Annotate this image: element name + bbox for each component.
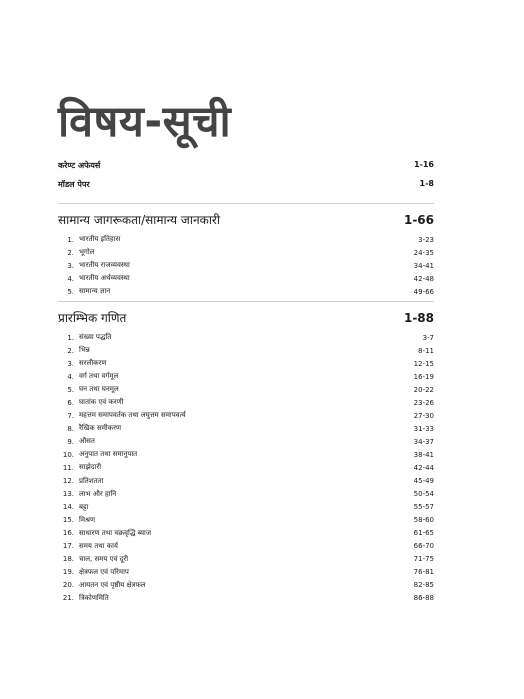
toc-item [58, 448, 434, 461]
toc-item-title: सरलीकरण [79, 359, 107, 368]
toc-item-title: भिन्न [79, 346, 90, 355]
toc-item-title: चाल, समय एवं दूरी [79, 554, 129, 563]
toc-item-pages: 3-7 [422, 333, 434, 342]
top-entry [58, 179, 434, 198]
section-title: सामान्य जागरूकता/सामान्य जानकारी [58, 213, 220, 227]
toc-item-pages: 24-35 [413, 248, 434, 257]
section-heading [58, 309, 434, 331]
toc-item-number: 2. [67, 248, 74, 257]
toc-item-number: 9. [67, 437, 74, 446]
section-elementary-math [58, 301, 434, 605]
toc-item-number: 21. [62, 594, 74, 603]
toc-item-title: घन तथा घनमूल [79, 385, 119, 394]
toc-item-number: 10. [62, 450, 74, 459]
toc-item-title: भूगोल [79, 248, 95, 257]
toc-item [58, 514, 434, 527]
toc-item [58, 259, 434, 272]
toc-item [58, 579, 434, 592]
toc-item-pages: 31-33 [413, 424, 434, 433]
toc-item-title: बट्टा [79, 502, 89, 511]
toc-item [58, 233, 434, 246]
toc-item [58, 435, 434, 448]
toc-item-pages: 3-23 [418, 235, 434, 244]
section-items [58, 331, 434, 605]
section-general-awareness [58, 203, 434, 298]
toc-item-pages: 66-70 [413, 542, 434, 551]
section-page-range: 1-66 [403, 213, 434, 227]
toc-item-pages: 86-88 [413, 594, 434, 603]
toc-item [58, 553, 434, 566]
toc-item-title: साधारण तथा चक्रवृद्धि ब्याज [79, 528, 152, 537]
toc-item-number: 2. [67, 346, 74, 355]
toc-item-title: वर्ग तथा वर्गमूल [79, 372, 119, 381]
toc-item-title: साझेदारी [79, 463, 102, 472]
toc-item-title: भारतीय राजव्यवस्था [79, 261, 130, 270]
toc-item [58, 501, 434, 514]
toc-item-pages: 38-41 [413, 450, 434, 459]
toc-item-pages: 58-60 [413, 516, 434, 525]
toc-item-number: 18. [62, 555, 74, 564]
toc-item-pages: 55-57 [413, 503, 434, 512]
toc-item [58, 527, 434, 540]
toc-item-title: रैखिक समीकरण [79, 424, 122, 433]
toc-item-title: मिश्रण [79, 515, 96, 524]
toc-item-pages: 42-44 [413, 463, 434, 472]
toc-item-number: 5. [67, 385, 74, 394]
toc-item-title: भारतीय इतिहास [79, 235, 121, 244]
top-entry [58, 160, 434, 179]
toc-item-pages: 82-85 [413, 581, 434, 590]
page-title: विषय-सूची [58, 97, 232, 147]
toc-item-number: 14. [62, 503, 74, 512]
toc-item [58, 285, 434, 298]
toc-item-pages: 27-30 [413, 411, 434, 420]
toc-item [58, 370, 434, 383]
toc-item-number: 20. [62, 581, 74, 590]
toc-item-pages: 8-11 [418, 346, 434, 355]
top-entry-label: करेण्ट अफेयर्स [58, 161, 101, 170]
toc-item [58, 272, 434, 285]
toc-item-pages: 61-65 [413, 529, 434, 538]
section-page-range: 1-88 [403, 311, 434, 325]
toc-item-title: भारतीय अर्थव्यवस्था [79, 274, 130, 283]
toc-item-pages: 20-22 [413, 385, 434, 394]
toc-item-title: लाभ और हानि [79, 489, 117, 498]
toc-item-number: 7. [67, 411, 74, 420]
toc-item-pages: 16-19 [413, 372, 434, 381]
toc-item-title: आयतन एवं पृष्ठीय क्षेत्रफल [79, 580, 146, 589]
toc-item-pages: 34-41 [413, 261, 434, 270]
toc-item-title: महत्तम समापवर्तक तथा लघुत्तम समापवर्त्य [79, 411, 186, 420]
toc-item-pages: 23-26 [413, 398, 434, 407]
toc-item-title: समय तथा कार्य [79, 541, 118, 550]
toc-item [58, 357, 434, 370]
toc-item [58, 540, 434, 553]
toc-item-title: प्रतिशतता [79, 476, 104, 485]
toc-item-title: संख्या पद्धति [79, 333, 112, 342]
toc-item-number: 17. [62, 542, 74, 551]
toc-item [58, 592, 434, 605]
toc-item-title: औसत [79, 437, 95, 446]
toc-item-pages: 34-37 [413, 437, 434, 446]
section-items [58, 233, 434, 298]
toc-item [58, 422, 434, 435]
toc-item-number: 3. [67, 261, 74, 270]
top-entries [58, 160, 434, 198]
toc-item [58, 409, 434, 422]
toc-item-number: 13. [62, 490, 74, 499]
toc-item-title: घातांक एवं करणी [79, 398, 124, 407]
toc-item-number: 1. [67, 235, 74, 244]
toc-item-number: 4. [67, 274, 74, 283]
top-entry-pages: 1-8 [419, 179, 434, 188]
toc-item [58, 383, 434, 396]
toc-item-pages: 76-81 [413, 568, 434, 577]
toc-item [58, 566, 434, 579]
toc-item [58, 488, 434, 501]
toc-item [58, 246, 434, 259]
toc-item-title: क्षेत्रफल एवं परिमाप [79, 567, 129, 576]
toc-item-pages: 12-15 [413, 359, 434, 368]
toc-item [58, 475, 434, 488]
toc-item-pages: 71-75 [413, 555, 434, 564]
toc-item [58, 344, 434, 357]
section-heading [58, 211, 434, 233]
toc-item-number: 12. [62, 477, 74, 486]
toc-item-title: अनुपात तथा समानुपात [79, 450, 138, 459]
toc-item-number: 4. [67, 372, 74, 381]
toc-item [58, 331, 434, 344]
toc-item-pages: 50-54 [413, 490, 434, 499]
toc-item-number: 16. [62, 529, 74, 538]
section-divider [58, 203, 434, 204]
toc-item-number: 3. [67, 359, 74, 368]
toc-item [58, 396, 434, 409]
top-entry-label: मॉडल पेपर [58, 180, 90, 189]
top-entry-pages: 1-16 [413, 160, 434, 169]
toc-item [58, 461, 434, 474]
toc-item-number: 5. [67, 287, 74, 296]
toc-item-pages: 42-48 [413, 274, 434, 283]
toc-item-number: 19. [62, 568, 74, 577]
toc-item-pages: 45-49 [413, 477, 434, 486]
section-title: प्रारम्भिक गणित [58, 311, 127, 325]
toc-item-number: 15. [62, 516, 74, 525]
toc-item-number: 1. [67, 333, 74, 342]
toc-item-number: 6. [67, 398, 74, 407]
toc-item-title: सामान्य ज्ञान [79, 287, 111, 296]
toc-item-number: 8. [67, 424, 74, 433]
toc-item-number: 11. [62, 463, 74, 472]
toc-item-pages: 49-66 [413, 287, 434, 296]
toc-item-title: त्रिकोणमिति [79, 593, 109, 602]
section-divider [58, 301, 434, 302]
